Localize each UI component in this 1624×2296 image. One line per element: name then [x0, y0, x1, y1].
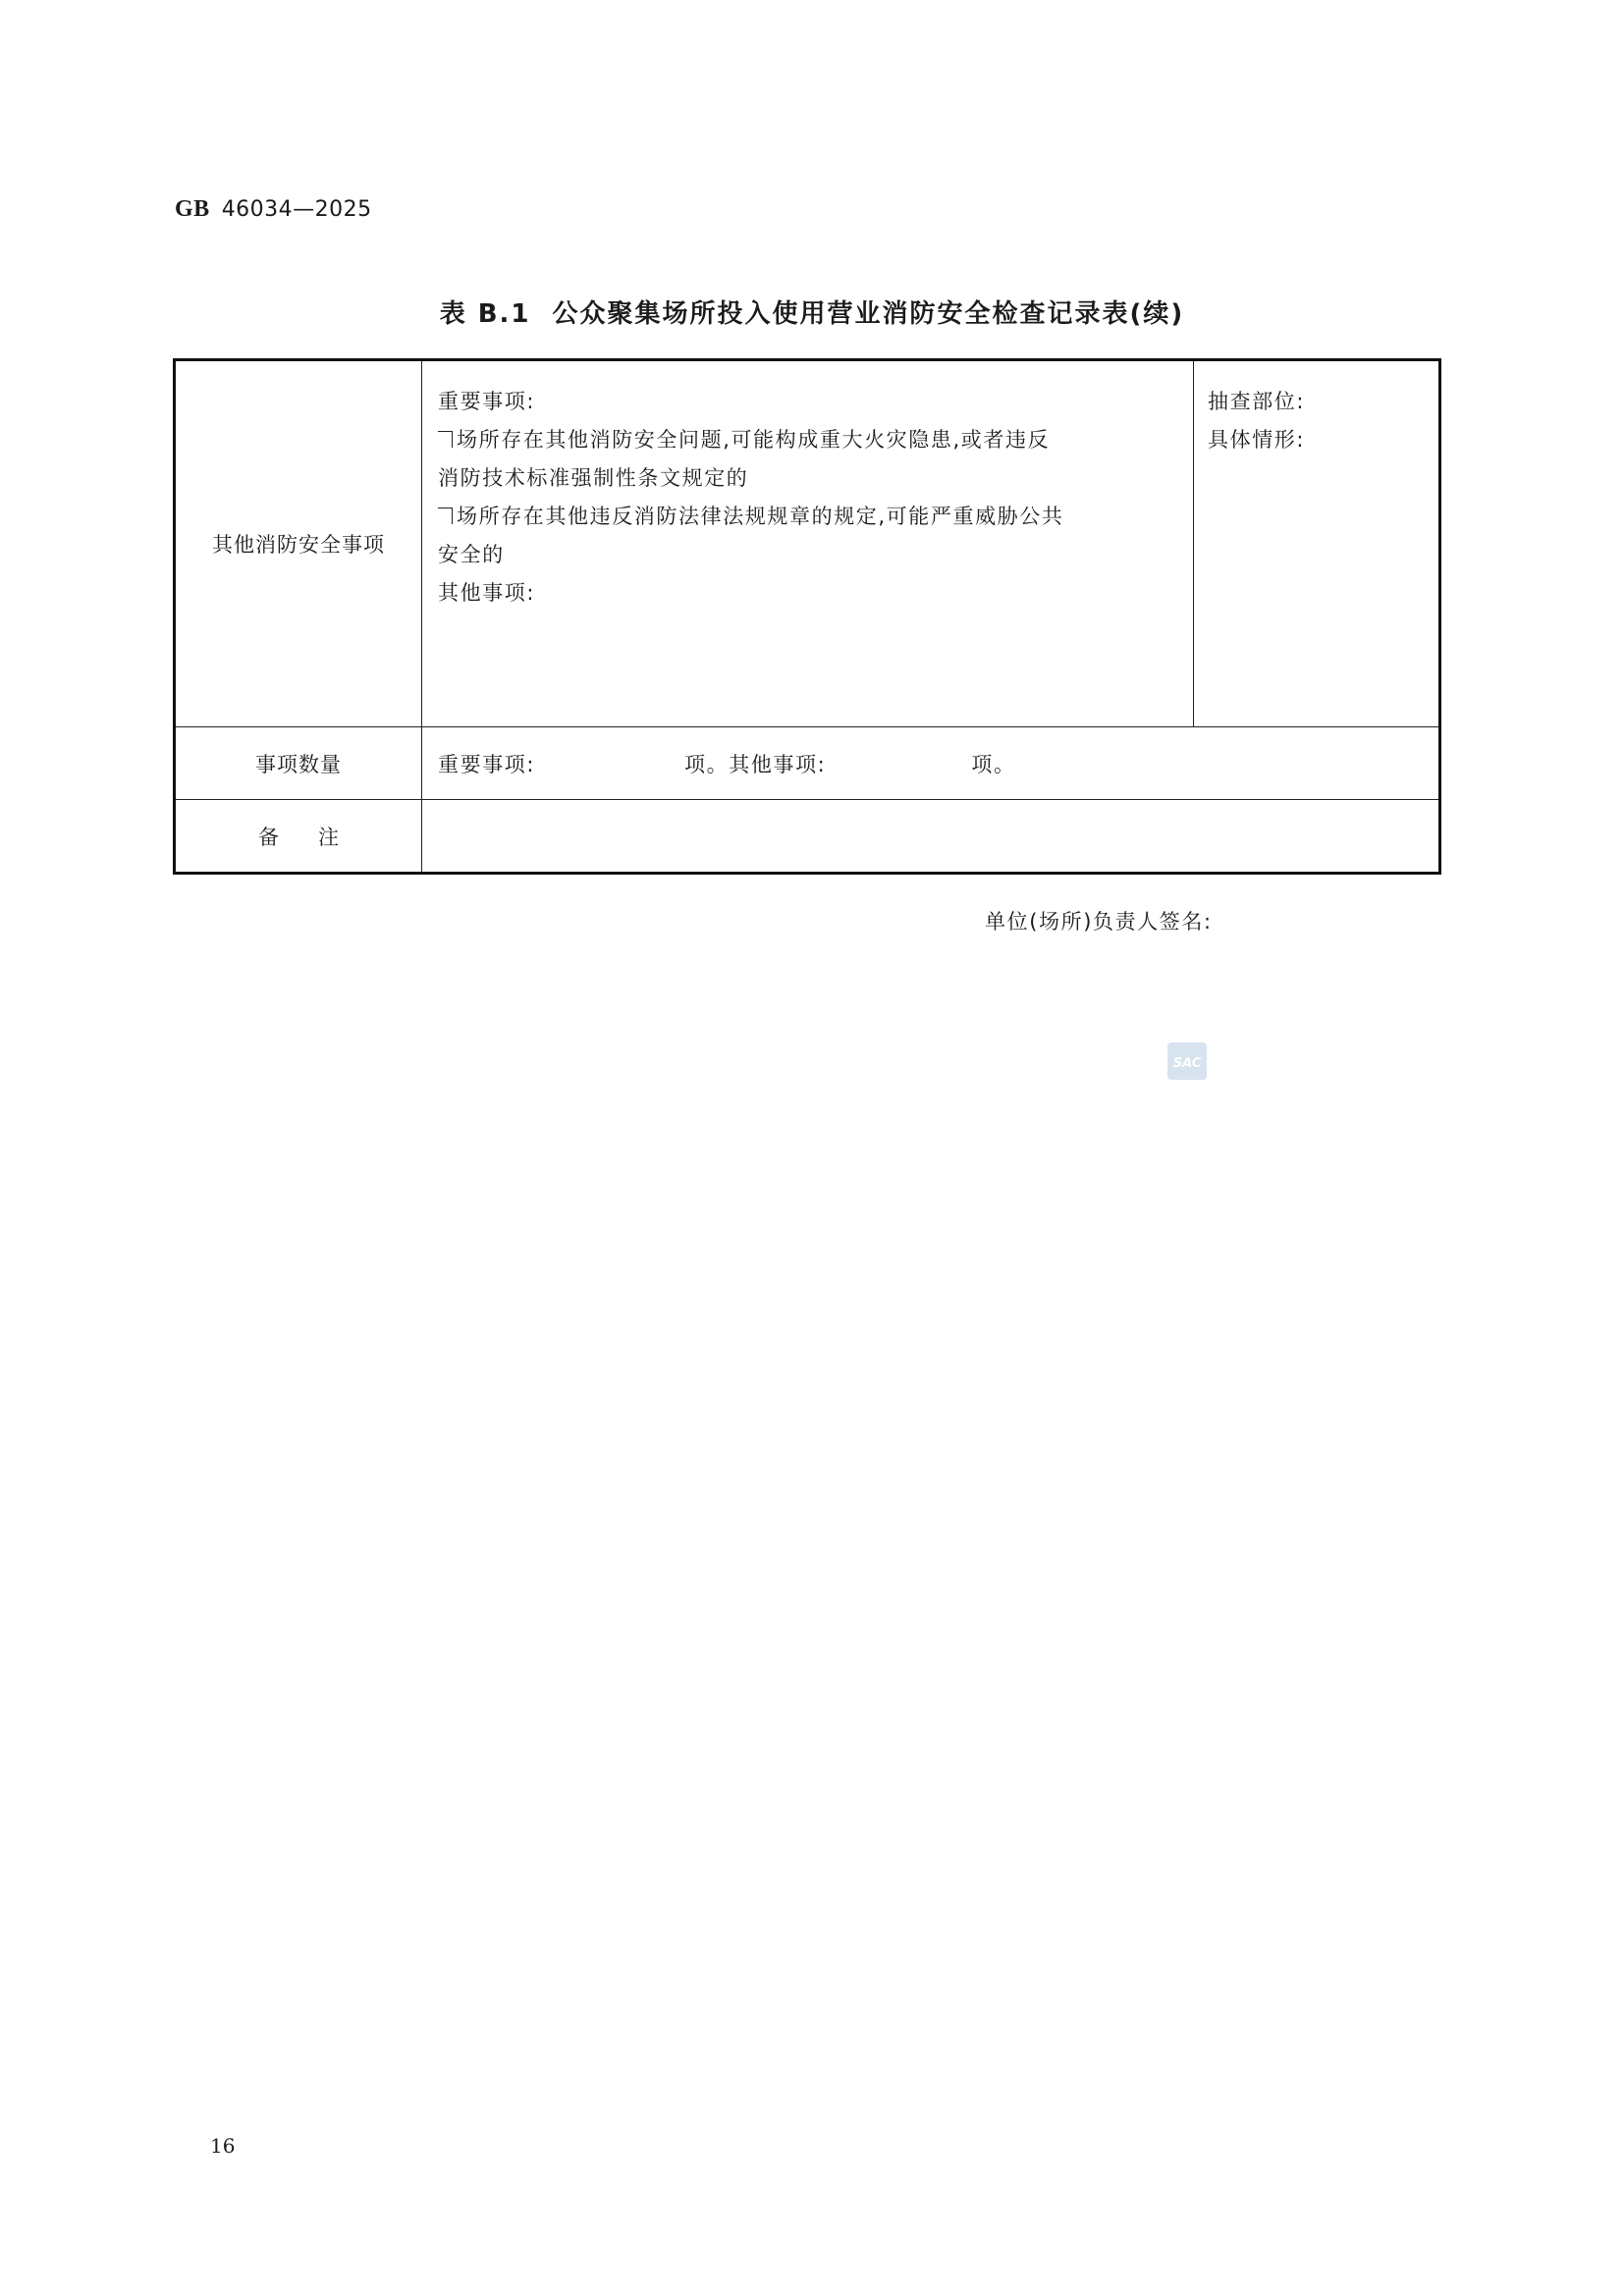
- other-count-label: 其他事项:: [729, 752, 827, 776]
- option-2-text-a: 场所存在其他违反消防法律法规规章的规定,可能严重威胁公共: [457, 505, 1064, 528]
- standard-number: [175, 194, 372, 223]
- note-field[interactable]: [422, 800, 1440, 874]
- table-caption: [0, 294, 1624, 330]
- important-count-label: 重要事项:: [438, 752, 536, 776]
- option-1-text-b: 消防技术标准强制性条文规定的: [438, 466, 749, 490]
- standard-code: 46034—2025: [221, 197, 372, 222]
- other-items-heading: 其他事项:: [438, 581, 536, 605]
- signature-label: 单位(场所)负责人签名:: [985, 910, 1213, 934]
- option-line-1: [438, 421, 1181, 459]
- inspection-record-table: [173, 358, 1441, 875]
- other-items-content: [422, 360, 1194, 727]
- option-line-2: [438, 498, 1181, 536]
- table-number: 表 B.1: [439, 299, 531, 329]
- checkbox-2[interactable]: [438, 507, 453, 524]
- table-row-note: [175, 800, 1440, 874]
- option-2-text-b: 安全的: [438, 543, 505, 566]
- count-unit-2: 项。: [971, 752, 1016, 776]
- page-number: 16: [210, 2134, 236, 2158]
- important-items-heading: 重要事项:: [438, 390, 536, 413]
- spot-check-location-label: 抽查部位:: [1208, 390, 1306, 413]
- table-row-item-count: [175, 727, 1440, 800]
- option-1-text-a: 场所存在其他消防安全问题,可能构成重大火灾隐患,或者违反: [457, 428, 1051, 452]
- row-label-other-items: 其他消防安全事项: [175, 360, 422, 727]
- row-label-note: 备注: [175, 800, 422, 874]
- table-title: 公众聚集场所投入使用营业消防安全检查记录表(续): [552, 299, 1185, 329]
- specific-situation-label: 具体情形:: [1208, 428, 1306, 452]
- watermark-text: SAC: [1172, 1056, 1202, 1071]
- checkbox-1[interactable]: [438, 431, 453, 448]
- inspection-detail-cell: [1194, 360, 1440, 727]
- standard-prefix: GB: [175, 196, 210, 222]
- count-unit-1: 项。: [684, 752, 730, 776]
- row-label-item-count: 事项数量: [175, 727, 422, 800]
- sac-watermark-logo: [1166, 1041, 1208, 1081]
- table-row-other-items: [175, 360, 1440, 727]
- item-count-content: [422, 727, 1440, 800]
